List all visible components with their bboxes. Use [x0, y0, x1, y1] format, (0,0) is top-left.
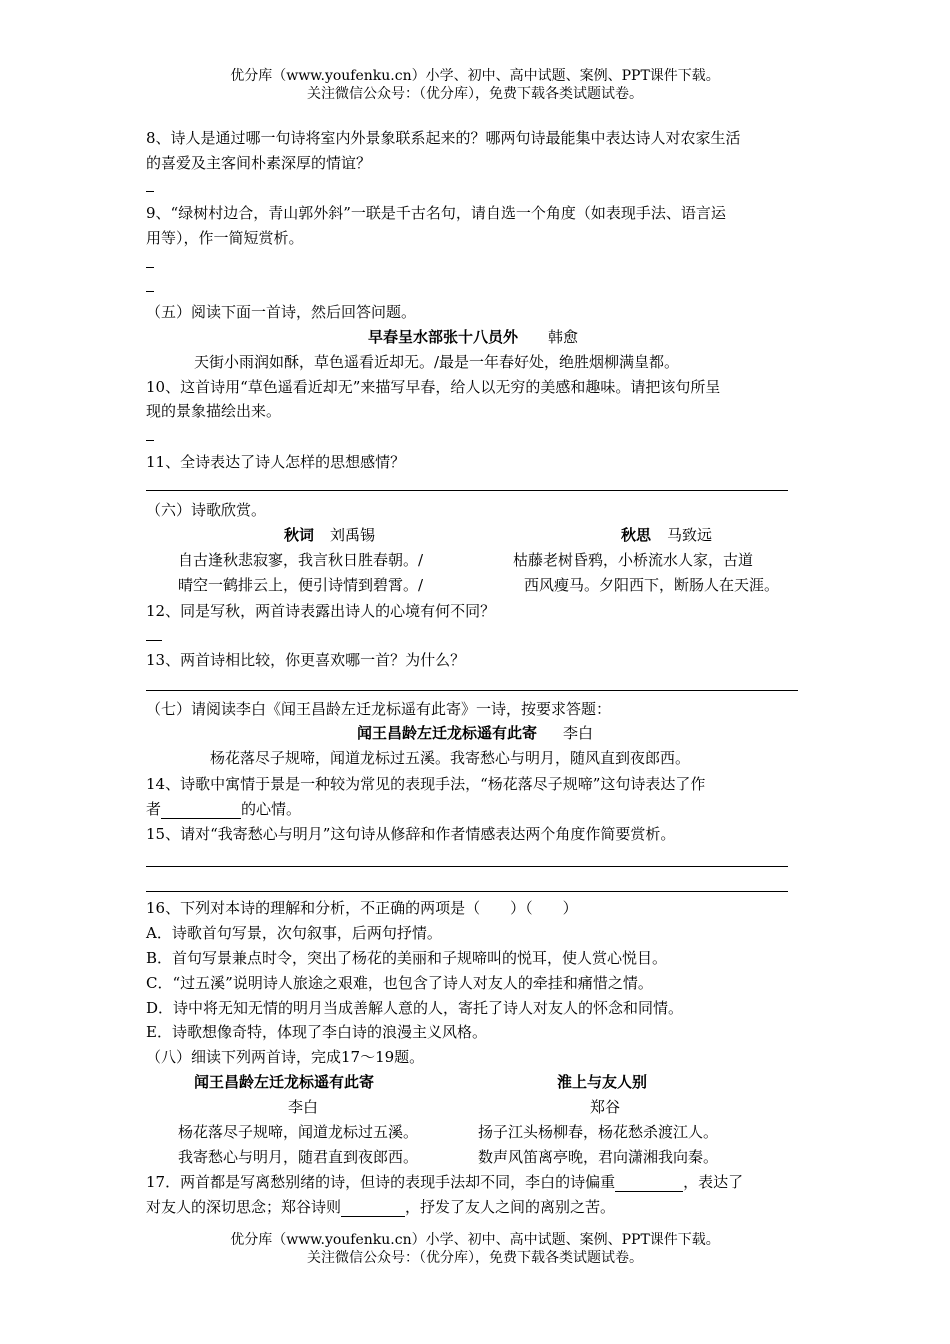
- sec8-right-author: 郑谷: [590, 1098, 621, 1116]
- sec5-poem-title: 早春呈水部张十八员外: [368, 328, 519, 346]
- q17-answer-blank-2[interactable]: [341, 1198, 405, 1217]
- sec8-left-line-1: 杨花落尽子规啼，闻道龙标过五溪。: [178, 1123, 419, 1141]
- q17-line-1-pre: 17．两首都是写离愁别绪的诗，但诗的表现手法却不同，李白的诗偏重: [146, 1173, 616, 1191]
- sec8-right-title: 淮上与友人别: [557, 1073, 648, 1091]
- q10-line-1: 10、这首诗用“草色遥看近却无”来描写早春，给人以无穷的美感和趣味。请把该句所呈: [146, 378, 721, 396]
- sec6-left-title: 秋词: [284, 526, 315, 544]
- answer-dash: [146, 191, 154, 192]
- q14-answer-blank[interactable]: [161, 800, 241, 819]
- q17-line-2-pre: 对友人的深切思念；郑谷诗则: [146, 1198, 342, 1216]
- sec8-left-line-2: 我寄愁心与明月，随君直到夜郎西。: [178, 1148, 419, 1166]
- q14-line-1: 14、诗歌中寓情于景是一种较为常见的表现手法，“杨花落尽子规啼”这句诗表达了作: [146, 775, 706, 793]
- q16-stem: 16、下列对本诗的理解和分析，不正确的两项是（ ）（ ）: [146, 899, 578, 917]
- sec5-intro: （五）阅读下面一首诗，然后回答问题。: [146, 303, 417, 321]
- sec5-poem-author: 韩愈: [548, 328, 579, 346]
- sec6-right-title: 秋思: [621, 526, 652, 544]
- q15-answer-line-1: [146, 866, 788, 867]
- sec7-intro: （七）请阅读李白《闻王昌龄左迁龙标遥有此寄》一诗，按要求答题：: [146, 700, 612, 718]
- sec6-left-author: 刘禹锡: [330, 526, 376, 544]
- answer-dash: [146, 267, 154, 268]
- sec6-right-line-2: 西风瘦马。夕阳西下，断肠人在天涯。: [524, 576, 780, 594]
- answer-dash: [146, 440, 154, 441]
- answer-dash: [146, 640, 162, 641]
- q9-line-1: 9、“绿树村边合，青山郭外斜”一联是千古名句，请自选一个角度（如表现手法、语言运: [146, 204, 726, 222]
- q11-answer-line: [146, 490, 788, 491]
- sec6-left-line-2: 晴空一鹤排云上，便引诗情到碧霄。/: [178, 576, 424, 594]
- sec8-right-line-2: 数声风笛离亭晚，君向潇湘我向秦。: [478, 1148, 719, 1166]
- footer-line-1: 优分库（www.youfenku.cn）小学、初中、高中试题、案例、PPT课件下载。: [230, 1232, 720, 1248]
- sec8-intro: （八）细读下列两首诗，完成17～19题。: [146, 1048, 425, 1066]
- q9-line-2: 用等），作一简短赏析。: [146, 229, 304, 247]
- sec7-poem-heading: [357, 723, 593, 743]
- q8-line-1: 8、诗人是通过哪一句诗将室内外景象联系起来的？哪两句诗最能集中表达诗人对农家生活: [146, 129, 741, 147]
- q11-text: 11、全诗表达了诗人怎样的思想感情？: [146, 453, 406, 471]
- q15-answer-line-2: [146, 891, 788, 892]
- q17-line-1-post: ，表达了: [683, 1173, 744, 1191]
- q14-line-2: [146, 799, 301, 819]
- q16-option-d: D．诗中将无知无情的明月当成善解人意的人，寄托了诗人对友人的怀念和同情。: [146, 999, 684, 1017]
- sec6-left-heading: [284, 525, 375, 545]
- sec6-right-author: 马致远: [667, 526, 713, 544]
- sec7-poem-author: 李白: [563, 724, 594, 742]
- q17-answer-blank-1[interactable]: [615, 1173, 683, 1192]
- sec6-right-line-1: 枯藤老树昏鸦，小桥流水人家，古道: [513, 551, 754, 569]
- sec7-poem-title: 闻王昌龄左迁龙标遥有此寄: [357, 724, 538, 742]
- q17-line-2: [146, 1197, 615, 1217]
- sec6-left-line-1: 自古逢秋悲寂寥，我言秋日胜春朝。/: [178, 551, 424, 569]
- q16-option-b: B．首句写景兼点时令，突出了杨花的美丽和子规啼叫的悦耳，使人赏心悦目。: [146, 949, 668, 967]
- q10-line-2: 现的景象描绘出来。: [146, 402, 282, 420]
- q17-line-1: [146, 1172, 743, 1192]
- q16-option-c: C．“过五溪”说明诗人旅途之艰难，也包含了诗人对友人的牵挂和痛惜之情。: [146, 974, 653, 992]
- q14-line-2-pre: 者: [146, 800, 162, 818]
- q15-text: 15、请对“我寄愁心与明月”这句诗从修辞和作者情感表达两个角度作简要赏析。: [146, 825, 676, 843]
- header-line-2: 关注微信公众号：（优分库），免费下载各类试题试卷。: [307, 86, 643, 102]
- footer-line-2: 关注微信公众号：（优分库），免费下载各类试题试卷。: [307, 1250, 643, 1266]
- sec8-left-title: 闻王昌龄左迁龙标遥有此寄: [194, 1073, 375, 1091]
- q14-line-2-post: 的心情。: [241, 800, 302, 818]
- q8-line-2: 的喜爱及主客间朴素深厚的情谊？: [146, 154, 372, 172]
- q13-answer-line: [146, 690, 798, 691]
- sec6-right-heading: [621, 525, 712, 545]
- sec8-left-author: 李白: [288, 1098, 319, 1116]
- q17-line-2-post: ，抒发了友人之间的离别之苦。: [405, 1198, 616, 1216]
- answer-dash: [146, 291, 154, 292]
- q16-option-e: E．诗歌想像奇特，体现了李白诗的浪漫主义风格。: [146, 1023, 487, 1041]
- sec5-poem-heading: [368, 327, 578, 347]
- q16-option-a: A．诗歌首句写景，次句叙事，后两句抒情。: [146, 924, 442, 942]
- q12-text: 12、同是写秋，两首诗表露出诗人的心境有何不同？: [146, 602, 496, 620]
- header-line-1: 优分库（www.youfenku.cn）小学、初中、高中试题、案例、PPT课件下载。: [230, 68, 720, 84]
- sec6-intro: （六）诗歌欣赏。: [146, 501, 267, 519]
- q13-text: 13、两首诗相比较，你更喜欢哪一首？为什么？: [146, 651, 466, 669]
- sec5-poem-text: 天街小雨润如酥，草色遥看近却无。/最是一年春好处，绝胜烟柳满皇都。: [194, 353, 680, 371]
- sec7-poem-text: 杨花落尽子规啼，闻道龙标过五溪。我寄愁心与明月，随风直到夜郎西。: [210, 749, 691, 767]
- sec8-right-line-1: 扬子江头杨柳春，杨花愁杀渡江人。: [478, 1123, 719, 1141]
